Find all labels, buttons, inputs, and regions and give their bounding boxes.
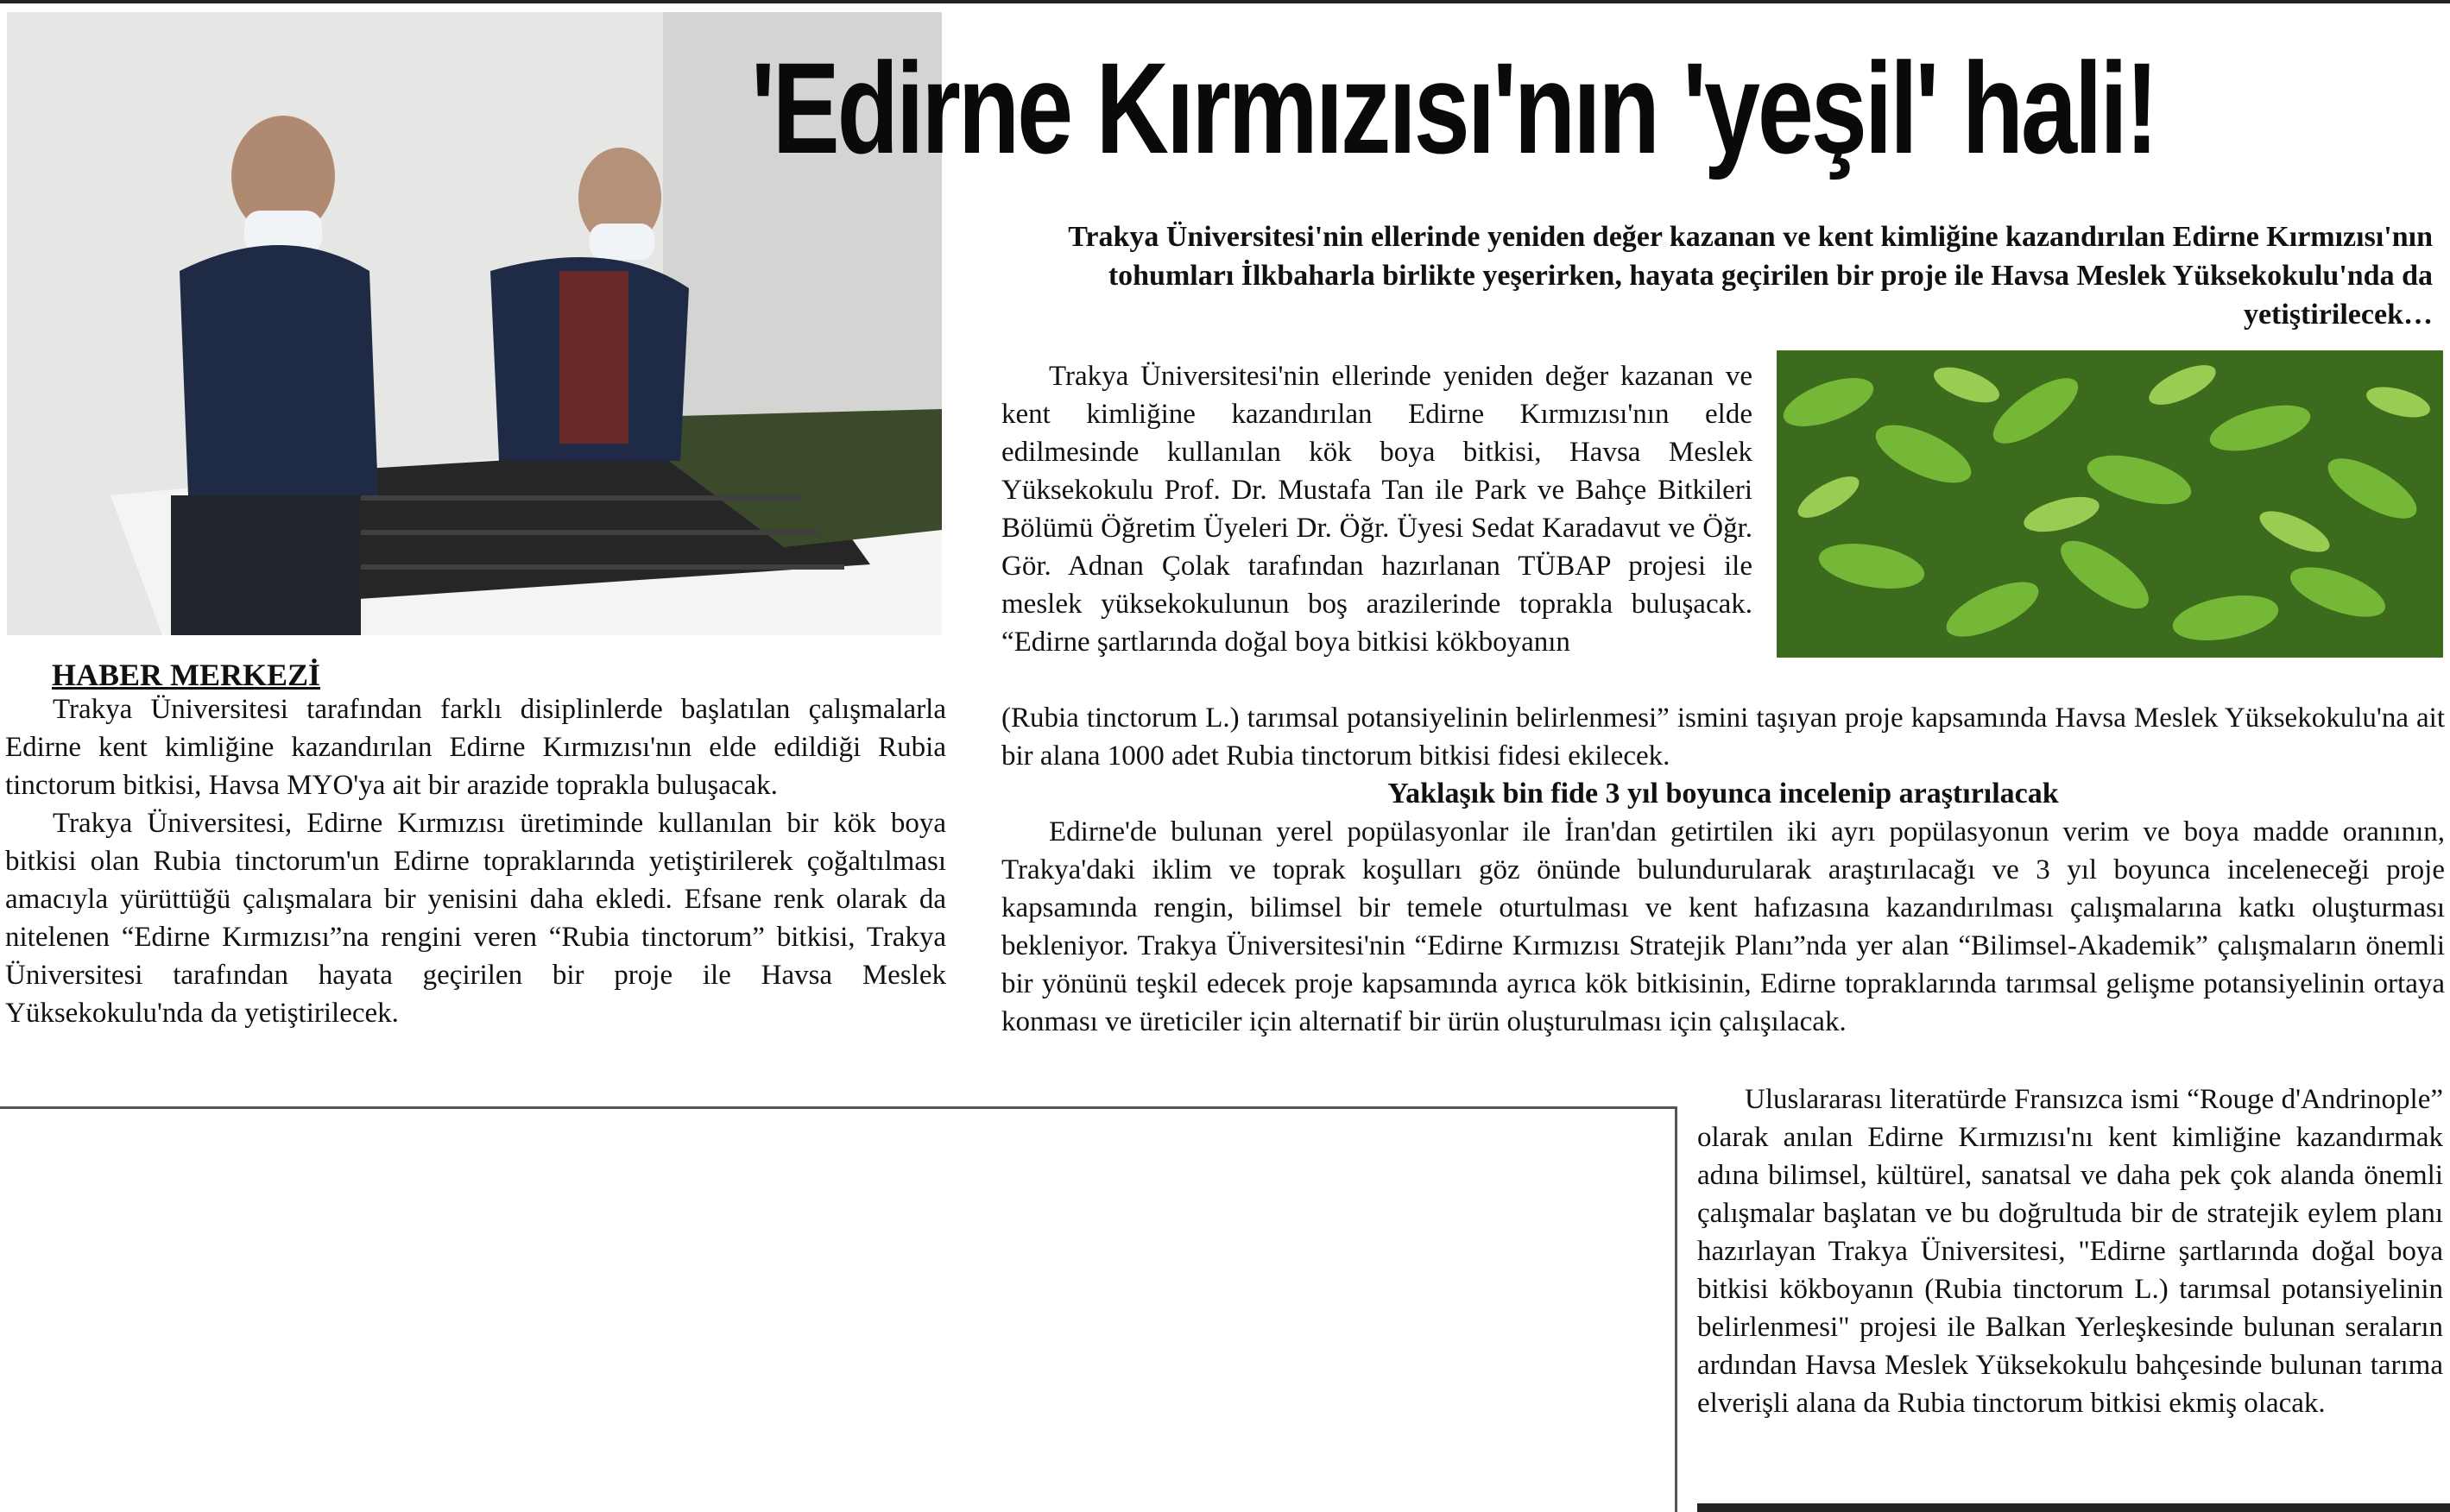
green-seedlings-photo [1777,350,2443,658]
column-main-continued [1001,699,2445,775]
paragraph: Trakya Üniversitesi, Edirne Kırmızısı üretiminde kullanılan bir kök boya bitkisi olan Rubia tinctorum'un Edirne topraklarında yetiştirilerek çoğaltılması amacıyla yürüttüğü çalışmalara bir yenisini daha ekledi. Efsane renk olarak da nitelenen “Edirne Kırmızısı”na rengini veren “Rubia tinctorum” bitkisi, Trakya Üniversitesi tarafından hayata geçirilen bir proje ile Havsa Meslek Yüksekokulu'nda da yetiştirilecek. [5,808,946,1029]
bottom-rule [1697,1503,2450,1512]
top-rule [0,0,2450,3]
headline: 'Edirne Kırmızısı'nın 'yeşil' hali! [751,35,2156,180]
column-divider [1675,1106,1677,1512]
column-main-beside-photo [1001,357,1752,661]
column-main-lower [1001,813,2445,1041]
paragraph: Edirne'de bulunan yerel popülasyonlar ile İran'dan getirtilen iki ayrı popülasyonun verim ve boya madde oranının, Trakya'daki iklim ve toprak koşulları göz önünde bulundurularak araştırılacağı ve 3 yıl boyunca inceleneceği proje kapsamında rengin, bilimsel bir temele oturtulması ve kent hafızasına kazandırılması çalışmalarına katkı oluşturması bekleniyor. Trakya Üniversitesi'nin “Edirne Kırmızısı Stratejik Planı”nda yer alan “Bilimsel-Akademik” çalışmaların önemli bir yönünü teşkil edecek proje kapsamında ayrıca kök bitkisinin, Edirne topraklarında tarımsal gelişme potansiyelinin ortaya konması ve üreticiler için alternatif bir ürün oluşturulması için çalışılacak. [1001,816,2445,1037]
lead-paragraph: Trakya Üniversitesi'nin ellerinde yeniden değer kazanan ve kent kimliğine kazandırılan Edirne Kırmızısı'nın tohumları İlkbaharla birlikte yeşerirken, hayata geçirilen bir proje ile Havsa Meslek Yüksekokulu'nda da yetiştirilecek… [1068,221,2433,331]
paragraph: Trakya Üniversitesi tarafından farklı disiplinlerde başlatılan çalışmalarla Edirne kent kimliğine kazandırılan Edirne Kırmızısı'nın elde edildiği Rubia tinctorum bitkisi, Havsa MYO'ya ait bir arazide toprakla buluşacak. [5,694,946,801]
column-left [5,690,946,1032]
paragraph: Uluslararası literatürde Fransızca ismi “Rouge d'Andrinople” olarak anılan Edirne Kırmızısı'nı kent kimliğine kazandırmak adına bilimsel, kültürel, sanatsal ve daha pek çok alanda önemli çalışmalar başlatan ve bu doğrultuda bir de stratejik eylem planı hazırlayan Trakya Üniversitesi, "Edirne şartlarında doğal boya bitkisi kökboyanın (Rubia tinctorum L.) tarımsal potansiyelinin belirlenmesi" projesi ile Balkan Yerleşkesinde bulunan seraların ardından Havsa Meslek Yüksekokulu bahçesinde bulunan tarıma elverişli alana da Rubia tinctorum bitkisi ekmiş olacak. [1697,1084,2443,1419]
column-bottom-right [1697,1080,2443,1422]
paragraph: Trakya Üniversitesi'nin ellerinde yeniden değer kazanan ve kent kimliğine kazandırılan Edirne Kırmızısı'nın elde edilmesinde kullanılan kök boya bitkisi, Havsa Meslek Yüksekokulu Prof. Dr. Mustafa Tan ile Park ve Bahçe Bitkileri Bölümü Öğretim Üyeleri Dr. Öğr. Üyesi Sedat Karadavut ve Öğr. Gör. Adnan Çolak tarafından hazırlanan TÜBAP projesi ile meslek yüksekokulunun boş arazilerinde toprakla buluşacak. “Edirne şartlarında doğal boya bitkisi kökboyanın [1001,361,1752,658]
paragraph: (Rubia tinctorum L.) tarımsal potansiyelinin belirlenmesi” ismini taşıyan proje kapsamında Havsa Meslek Yüksekokulu'na ait bir alana 1000 adet Rubia tinctorum bitkisi fidesi ekilecek. [1001,702,2445,772]
byline: HABER MERKEZİ [52,658,321,692]
section-divider [0,1106,1675,1109]
subheading: Yaklaşık bin fide 3 yıl boyunca incelenip araştırılacak [1387,778,2059,810]
